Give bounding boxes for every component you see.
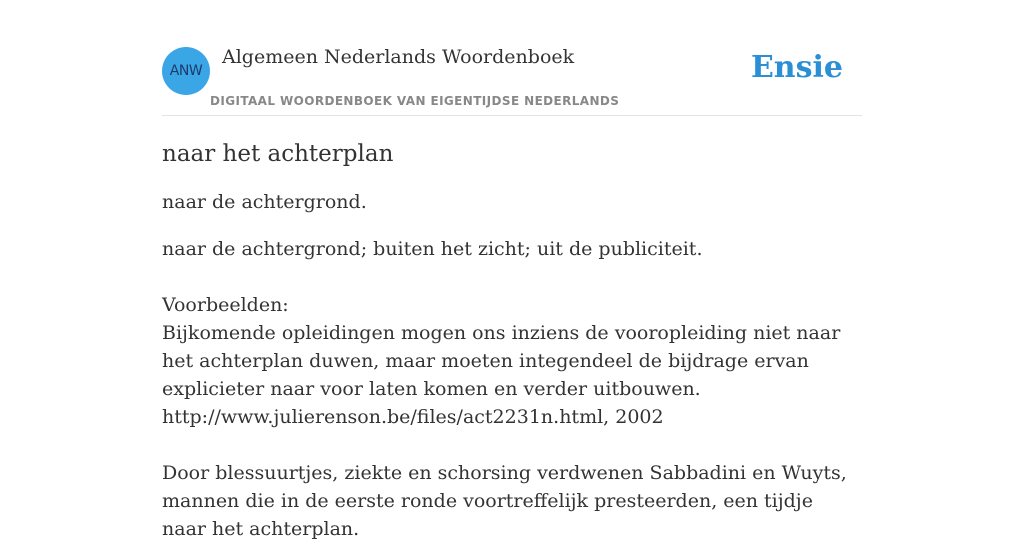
site-subtitle: DIGITAAL WOORDENBOEK VAN EIGENTIJDSE NEDERLANDS <box>210 94 620 108</box>
ensie-brand-link[interactable]: Ensie <box>750 50 843 85</box>
logo-text: ANW <box>169 63 203 79</box>
spacer <box>162 263 862 291</box>
site-title[interactable]: Algemeen Nederlands Woordenboek <box>222 46 575 68</box>
short-definition: naar de achtergrond. <box>162 191 367 213</box>
entry-content <box>162 138 862 543</box>
anw-logo[interactable] <box>162 47 210 95</box>
headword: naar het achterplan <box>162 141 394 167</box>
examples-label: Voorbeelden: <box>162 294 289 316</box>
spacer <box>162 431 862 459</box>
example-source-link[interactable]: http://www.julierenson.be/files/act2231n.html, 2002 <box>162 406 664 428</box>
example-source <box>162 403 862 431</box>
example-text: Door blessuurtjes, ziekte en schorsing verdwenen Sabbadini en Wuyts, mannen die in de eerste ronde voortreffelijk presteerden, een tijdje naar het achterplan. <box>162 462 847 540</box>
long-definition: naar de achtergrond; buiten het zicht; uit de publiciteit. <box>162 238 703 260</box>
header-divider <box>162 115 862 116</box>
example-text: Bijkomende opleidingen mogen ons inziens de vooropleiding niet naar het achterplan duwen, maar moeten integendeel de bijdrage ervan explicieter naar voor laten komen en verder uitbouwen. <box>162 322 841 400</box>
